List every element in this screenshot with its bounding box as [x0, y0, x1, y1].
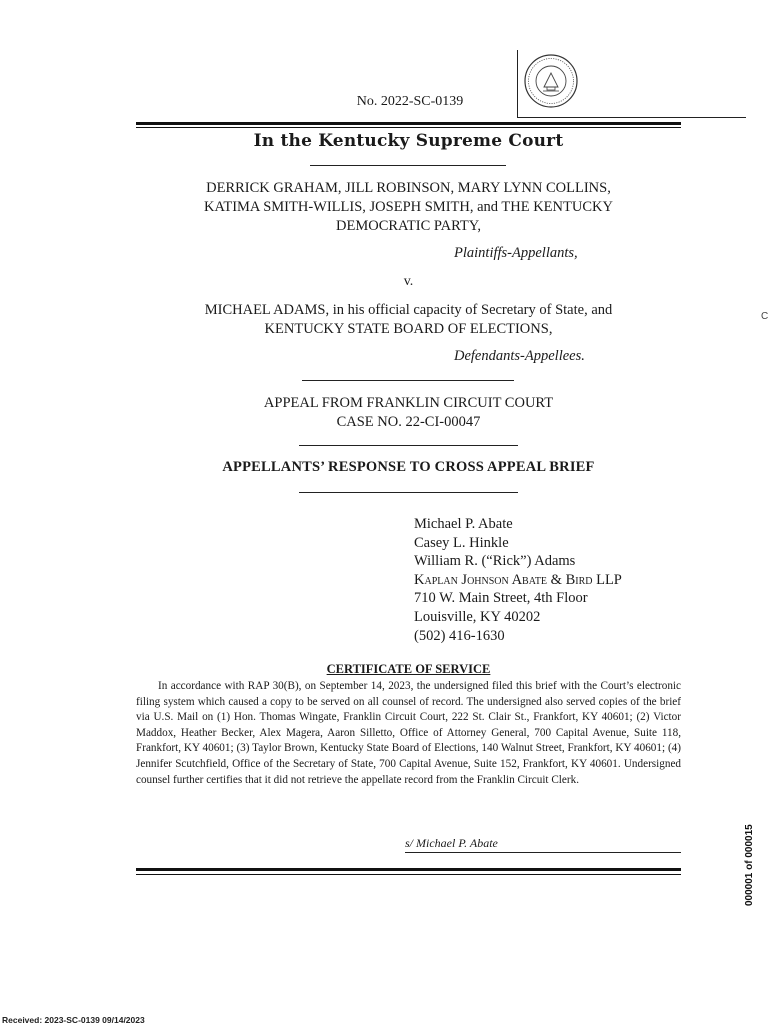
- court-seal-icon: [523, 53, 579, 109]
- side-mark: C: [761, 311, 769, 322]
- certificate-heading: CERTIFICATE OF SERVICE: [326, 662, 491, 676]
- versus: v.: [403, 274, 414, 289]
- defendants-line: KENTUCKY STATE BOARD OF ELECTIONS,: [264, 321, 553, 337]
- footer-rule-under: [136, 874, 681, 875]
- plaintiffs-line: DEMOCRATIC PARTY,: [336, 218, 481, 234]
- brief-title: APPELLANTS’ RESPONSE TO CROSS APPEAL BRIEF: [222, 459, 595, 475]
- header-rule-under: [136, 127, 681, 128]
- defendants-line: MICHAEL ADAMS, in his official capacity of Secretary of State, and: [204, 302, 613, 318]
- appeal-caption: [136, 394, 681, 432]
- header-rule-top: [136, 122, 681, 125]
- attorney-name: Michael P. Abate: [414, 516, 513, 532]
- received-stamp: Received: 2023-SC-0139 09/14/2023: [2, 1015, 145, 1025]
- counsel-block: [414, 515, 622, 645]
- firm-phone: (502) 416-1630: [414, 627, 505, 644]
- signature-line: [405, 836, 681, 853]
- footer-rule-top: [136, 868, 681, 871]
- caption-divider: [302, 380, 514, 381]
- docket-number: No. 2022-SC-0139: [356, 94, 464, 109]
- plaintiffs-role: Plaintiffs-Appellants,: [454, 245, 578, 261]
- court-divider: [310, 165, 506, 166]
- court-name: In the Kentucky Supreme Court: [253, 131, 564, 151]
- firm-address: 710 W. Main Street, 4th Floor: [414, 590, 588, 607]
- page-stamp: 000001 of 000015: [744, 824, 755, 906]
- plaintiffs-line: KATIMA SMITH-WILLIS, JOSEPH SMITH, and THE KENTUCKY: [204, 199, 613, 215]
- case-number: CASE NO. 22-CI-00047: [336, 414, 481, 430]
- attorney-name: William R. (“Rick”) Adams: [414, 553, 576, 570]
- certificate-body: [136, 679, 681, 788]
- certificate-text: In accordance with RAP 30(B), on September 14, 2023, the undersigned filed this brief with the Court’s electronic filing system which caused a copy to be served on all counsel of record. The undersigned also served copies of the brief via U.S. Mail on (1) Hon. Thomas Wingate, Franklin Circuit Court, 222 St. Clair St., Frankfort, KY 40601; (2) Victor Maddox, Heather Becker, Alex Magera, Aaron Silletto, Office of Attorney General, 700 Capital Avenue, Suite 118, Frankfort, KY 40601; (3) Taylor Brown, Kentucky State Board of Elections, 140 Walnut Street, Frankfort, KY 40601; (4) Jennifer Scutchfield, Office of the Secretary of State, 700 Capital Avenue, Suite 152, Frankfort, KY 40601. Undersigned counsel further certifies that it did not retrieve the appellate record from the Franklin Circuit Clerk.: [136, 680, 681, 786]
- firm-city: Louisville, KY 40202: [414, 608, 541, 625]
- defendants-block: [136, 301, 681, 339]
- plaintiffs-block: [136, 179, 681, 236]
- title-divider-bottom: [299, 492, 518, 493]
- firm-name: Kaplan Johnson Abate & Bird LLP: [414, 571, 622, 588]
- defendants-role: Defendants-Appellees.: [454, 348, 585, 364]
- appeal-from: APPEAL FROM FRANKLIN CIRCUIT COURT: [263, 395, 554, 411]
- title-divider-top: [299, 445, 518, 446]
- signature: s/ Michael P. Abate: [405, 836, 498, 850]
- attorney-name: Casey L. Hinkle: [414, 534, 509, 551]
- plaintiffs-line: DERRICK GRAHAM, JILL ROBINSON, MARY LYNN COLLINS,: [206, 180, 611, 196]
